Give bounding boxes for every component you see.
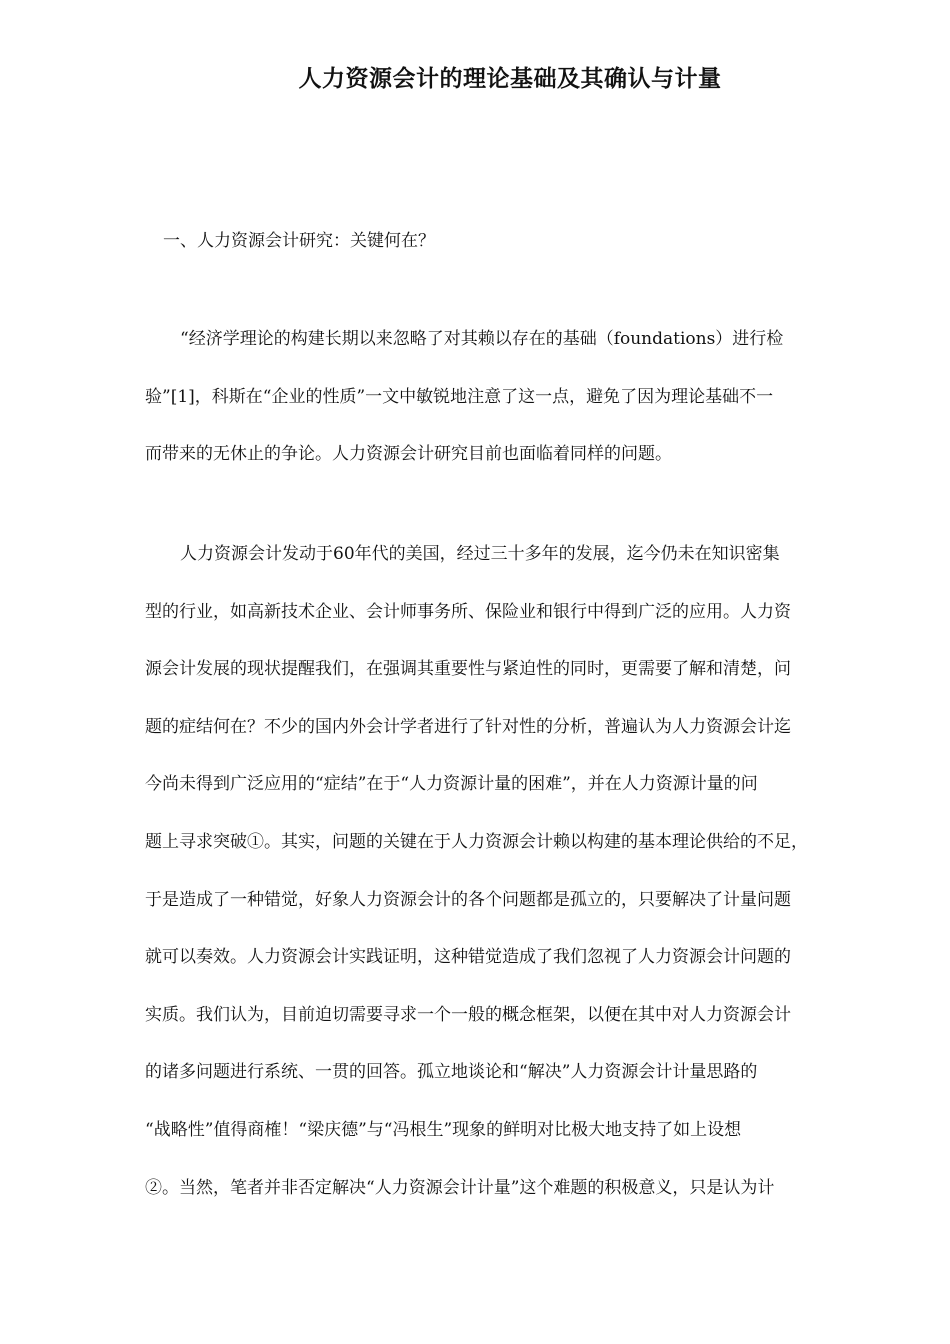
paragraph-line: 于是造成了一种错觉，好象人力资源会计的各个问题都是孤立的，只要解决了计量问题 — [145, 889, 791, 910]
paragraph-line: ②。当然，笔者并非否定解决“人力资源会计计量”这个难题的积极意义，只是认为计 — [145, 1177, 775, 1198]
paragraph-line: 而带来的无休止的争论。人力资源会计研究目前也面临着同样的问题。 — [145, 444, 672, 465]
paragraph-line: 实质。我们认为，目前迫切需要寻求一个一般的概念框架，以便在其中对人力资源会计 — [145, 1004, 791, 1025]
paragraph-2 — [145, 526, 877, 1217]
paragraph-line: 验”[1]，科斯在“企业的性质”一文中敏锐地注意了这一点，避免了因为理论基础不一 — [145, 386, 774, 407]
paragraph-line: “战略性”值得商榷！“梁庆德”与“冯根生”现象的鲜明对比极大地支持了如上设想 — [145, 1119, 742, 1140]
paragraph-line: 人力资源会计发动于60年代的美国，经过三十多年的发展，迄今仍未在知识密集 — [180, 544, 780, 564]
paragraph-line: 的诸多问题进行系统、一贯的回答。孤立地谈论和“解决”人力资源会计计量思路的 — [145, 1062, 758, 1083]
paragraph-line: 题上寻求突破①。其实，问题的关键在于人力资源会计赖以构建的基本理论供给的不足， — [145, 831, 808, 852]
paragraph-line: 源会计发展的现状提醒我们，在强调其重要性与紧迫性的同时，更需要了解和清楚，问 — [145, 659, 791, 680]
document-title: 人力资源会计的理论基础及其确认与计量 — [298, 65, 722, 92]
paragraph-line: 今尚未得到广泛应用的“症结”在于“人力资源计量的困难”，并在人力资源计量的问 — [145, 774, 758, 795]
paragraph-line: 型的行业，如高新技术企业、会计师事务所、保险业和银行中得到广泛的应用。人力资 — [145, 601, 791, 622]
section-heading: 一、人力资源会计研究：关键何在？ — [163, 231, 435, 251]
paragraph-line: “经济学理论的构建长期以来忽略了对其赖以存在的基础（foundations）进行检 — [180, 329, 784, 349]
paragraph-line: 题的症结何在？不少的国内外会计学者进行了针对性的分析，普遍认为人力资源会计迄 — [145, 716, 791, 737]
paragraph-line: 就可以奏效。人力资源会计实践证明，这种错觉造成了我们忽视了人力资源会计问题的 — [145, 947, 791, 968]
paragraph-1 — [145, 311, 877, 484]
